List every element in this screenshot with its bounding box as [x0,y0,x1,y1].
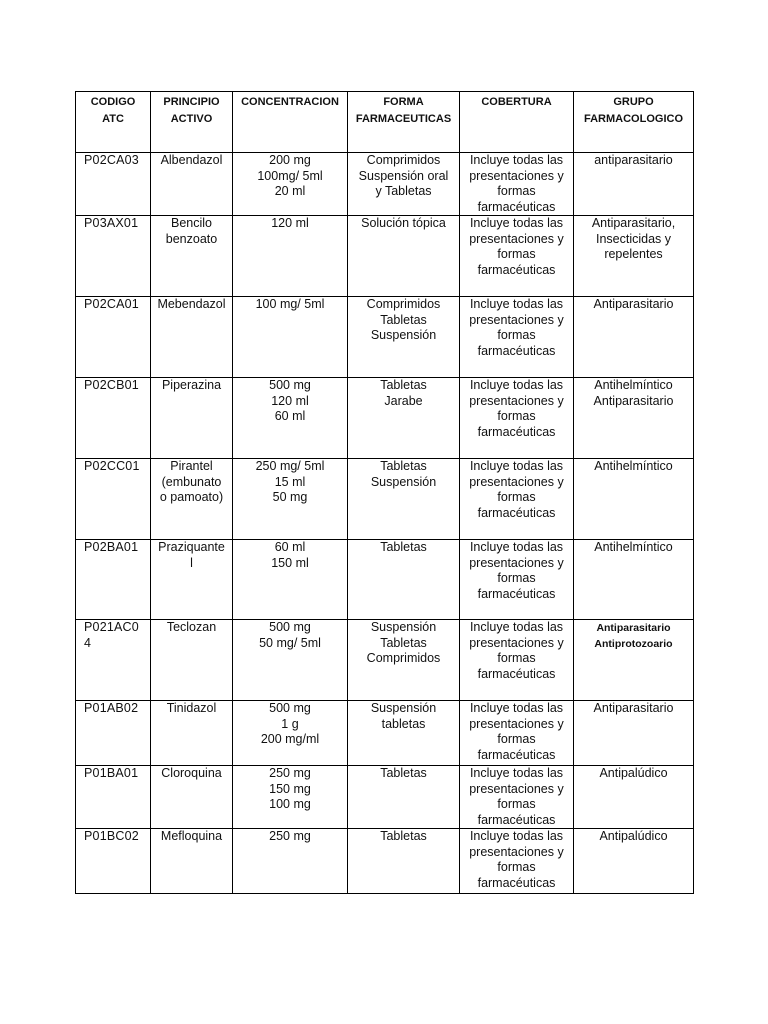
cell-cobertura [460,701,574,766]
cell-forma-farmaceutica [348,620,460,701]
table-row [76,153,694,216]
cell-text: 200 mg 100mg/ 5ml 20 ml [257,153,323,198]
cell-concentracion [233,153,348,216]
cell-text: Antiparasitario [593,297,674,311]
cell-grupo-farmacologico [574,153,694,216]
cell-text: P01BA01 [84,766,139,780]
cell-text: Suspensión tabletas [370,701,437,731]
cell-text: 120 ml [271,216,309,230]
cell-text: Cloroquina [161,766,222,780]
cell-text: Mefloquina [160,829,223,843]
cell-principio-activo [151,620,233,701]
cell-text: 500 mg 120 ml 60 ml [269,378,311,423]
cell-concentracion [233,216,348,297]
cell-grupo-farmacologico [574,459,694,540]
cell-text: Incluye todas las presentaciones y formas farmacéuticas [469,540,564,601]
cell-principio-activo [151,297,233,378]
cell-grupo-farmacologico [574,378,694,459]
table-row [76,459,694,540]
cell-text: P02BA01 [84,540,139,554]
cell-text: Incluye todas las presentaciones y formas farmacéuticas [469,701,564,762]
cell-text: Incluye todas las presentaciones y formas farmacéuticas [469,216,564,277]
cell-principio-activo [151,766,233,829]
cell-concentracion [233,540,348,620]
cell-concentracion [233,829,348,894]
table-row [76,297,694,378]
cell-forma-farmaceutica [348,153,460,216]
cell-grupo-farmacologico [574,540,694,620]
cell-codigo-atc [76,216,151,297]
cell-forma-farmaceutica [348,378,460,459]
cell-grupo-farmacologico [574,766,694,829]
table-row [76,701,694,766]
header-line: GRUPO [613,96,654,108]
header-forma-farmaceuticas [348,92,460,153]
cell-text: P02CB01 [84,378,139,392]
cell-grupo-farmacologico [574,829,694,894]
table-row [76,766,694,829]
cell-forma-farmaceutica [348,459,460,540]
header-grupo-farmacologico [574,92,694,153]
cell-principio-activo [151,701,233,766]
cell-text: 250 mg [269,829,311,843]
cell-text: P02CC01 [84,459,140,473]
cell-text: Tabletas [380,829,427,843]
cell-text: Incluye todas las presentaciones y formas farmacéuticas [469,766,564,827]
cell-text: Antiparasitario [593,701,674,715]
cell-text: Tabletas [380,766,427,780]
cell-codigo-atc [76,701,151,766]
cell-text: Antiparasitario, Insecticidas y repelentes [591,216,676,261]
cell-cobertura [460,540,574,620]
cell-text: Incluye todas las presentaciones y formas farmacéuticas [469,153,564,214]
cell-concentracion [233,297,348,378]
cell-text: Praziquante l [158,540,225,570]
cell-concentracion [233,701,348,766]
cell-concentracion [233,620,348,701]
cell-forma-farmaceutica [348,829,460,894]
cell-concentracion [233,459,348,540]
cell-text: P01BC02 [84,829,139,843]
table-row [76,540,694,620]
cell-text: P021AC0 4 [84,620,139,650]
cell-cobertura [460,297,574,378]
table-row [76,378,694,459]
cell-grupo-farmacologico [574,701,694,766]
table-row [76,216,694,297]
cell-text: Incluye todas las presentaciones y formas farmacéuticas [469,829,564,890]
cell-text: Antihelmíntico Antiparasitario [593,378,674,408]
cell-text: 250 mg 150 mg 100 mg [269,766,311,811]
cell-text: Incluye todas las presentaciones y formas farmacéuticas [469,297,564,358]
header-concentracion [233,92,348,153]
cell-text: 250 mg/ 5ml 15 ml 50 mg [255,459,325,504]
cell-forma-farmaceutica [348,766,460,829]
header-line: ATC [102,113,124,125]
cell-text: Suspensión Tabletas Comprimidos [366,620,441,665]
cell-text: P02CA03 [84,153,139,167]
cell-text: P01AB02 [84,701,139,715]
cell-grupo-farmacologico [574,620,694,701]
cell-text: Incluye todas las presentaciones y formas farmacéuticas [469,459,564,520]
cell-forma-farmaceutica [348,297,460,378]
header-line: PRINCIPIO [163,96,220,108]
cell-text: Comprimidos Tabletas Suspensión [366,297,441,342]
header-row [76,92,694,153]
cell-concentracion [233,378,348,459]
table-row [76,829,694,894]
cell-text: P03AX01 [84,216,139,230]
cell-cobertura [460,459,574,540]
cell-text: antiparasitario [594,153,673,167]
cell-principio-activo [151,378,233,459]
cell-text: 500 mg 50 mg/ 5ml [259,620,321,650]
cell-principio-activo [151,459,233,540]
cell-principio-activo [151,153,233,216]
cell-text: 500 mg 1 g 200 mg/ml [260,701,320,746]
cell-codigo-atc [76,378,151,459]
cell-text: P02CA01 [84,297,139,311]
cell-cobertura [460,216,574,297]
cell-cobertura [460,378,574,459]
cell-text: Antipalúdico [599,766,668,780]
cell-principio-activo [151,829,233,894]
cell-forma-farmaceutica [348,540,460,620]
cell-text: Antiparasitario Antiprotozoario [594,622,673,650]
cell-codigo-atc [76,829,151,894]
cell-cobertura [460,620,574,701]
cell-text: Tabletas Suspensión [370,459,437,489]
cell-text: Albendazol [160,153,223,167]
cell-text: Mebendazol [157,297,226,311]
cell-forma-farmaceutica [348,216,460,297]
cell-text: Tinidazol [166,701,217,715]
header-cobertura [460,92,574,153]
cell-text: Pirantel (embunato o pamoato) [159,459,224,504]
header-codigo-atc [76,92,151,153]
cell-text: 60 ml 150 ml [271,540,309,570]
cell-principio-activo [151,216,233,297]
header-line: CODIGO [90,96,136,108]
cell-forma-farmaceutica [348,701,460,766]
header-line: FARMACEUTICAS [355,113,452,125]
cell-grupo-farmacologico [574,216,694,297]
cell-text: Tabletas [380,540,427,554]
cell-codigo-atc [76,620,151,701]
cell-cobertura [460,766,574,829]
cell-codigo-atc [76,459,151,540]
cell-text: Teclozan [166,620,217,634]
cell-codigo-atc [76,297,151,378]
header-principio-activo [151,92,233,153]
drug-table [75,91,694,894]
table-row [76,620,694,701]
cell-text: Incluye todas las presentaciones y formas farmacéuticas [469,620,564,681]
cell-text: Incluye todas las presentaciones y formas farmacéuticas [469,378,564,439]
cell-text: 100 mg/ 5ml [255,297,325,311]
header-line: FORMA [383,96,424,108]
cell-text: Antihelmíntico [594,459,673,473]
cell-codigo-atc [76,153,151,216]
cell-text: Solución tópica [361,216,446,230]
cell-text: Bencilo benzoato [165,216,218,246]
header-line: ACTIVO [170,113,213,125]
cell-text: Antihelmíntico [594,540,673,554]
header-line: COBERTURA [481,96,552,108]
cell-text: Piperazina [161,378,222,392]
cell-principio-activo [151,540,233,620]
cell-codigo-atc [76,540,151,620]
header-line: CONCENTRACION [241,96,339,108]
cell-cobertura [460,829,574,894]
cell-concentracion [233,766,348,829]
cell-text: Antipalúdico [599,829,668,843]
header-line: FARMACOLOGICO [584,113,683,125]
cell-text: Tabletas Jarabe [380,378,427,408]
cell-cobertura [460,153,574,216]
cell-text: Comprimidos Suspensión oral y Tabletas [358,153,449,198]
cell-codigo-atc [76,766,151,829]
cell-grupo-farmacologico [574,297,694,378]
